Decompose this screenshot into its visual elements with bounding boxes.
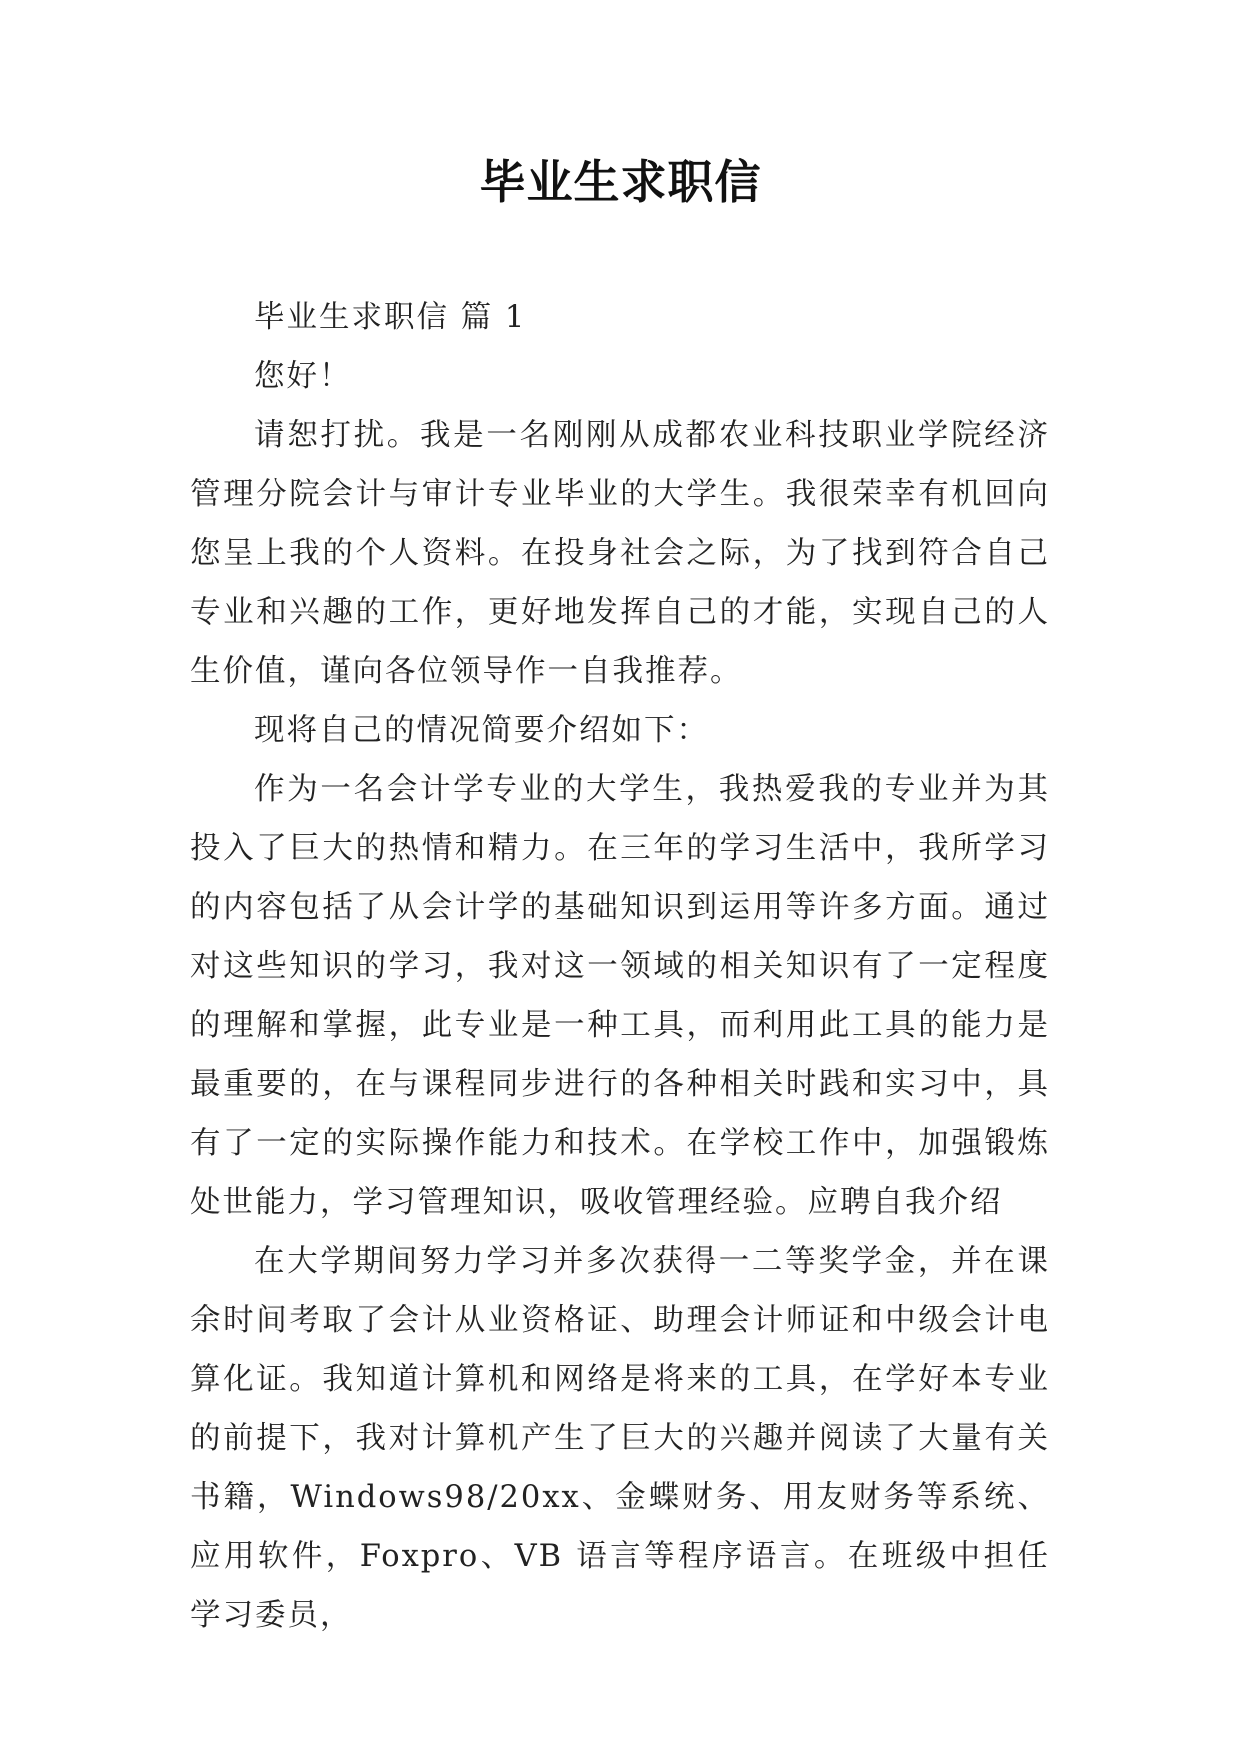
document-body xyxy=(190,288,1050,1645)
document-title: 毕业生求职信 xyxy=(479,155,762,209)
paragraph-skills: 在大学期间努力学习并多次获得一二等奖学金，并在课余时间考取了会计从业资格证、助理会计师证和中级会计电算化证。我知道计算机和网络是将来的工具，在学好本专业的前提下，我对计算机产生了巨大的兴趣并阅读了大量有关书籍，Windows98/20xx、金蝶财务、用友财务等系统、应用软件，Foxpro、VB 语言等程序语言。在班级中担任学习委员， xyxy=(190,1244,1050,1633)
paragraph-intro: 请恕打扰。我是一名刚刚从成都农业科技职业学院经济管理分院会计与审计专业毕业的大学生。我很荣幸有机回向您呈上我的个人资料。在投身社会之际，为了找到符合自己专业和兴趣的工作，更好地发挥自己的才能，实现自己的人生价值，谨向各位领导作一自我推荐。 xyxy=(190,418,1050,689)
section-heading: 毕业生求职信 篇 1 xyxy=(254,300,527,335)
paragraph-study: 作为一名会计学专业的大学生，我热爱我的专业并为其投入了巨大的热情和精力。在三年的学习生活中，我所学习的内容包括了从会计学的基础知识到运用等许多方面。通过对这些知识的学习，我对这一领域的相关知识有了一定程度的理解和掌握，此专业是一种工具，而利用此工具的能力是最重要的，在与课程同步进行的各种相关时践和实习中，具有了一定的实际操作能力和技术。在学校工作中，加强锻炼处世能力，学习管理知识，吸收管理经验。应聘自我介绍 xyxy=(190,772,1050,1220)
greeting: 您好！ xyxy=(254,359,352,394)
paragraph-lead: 现将自己的情况简要介绍如下： xyxy=(254,713,709,748)
